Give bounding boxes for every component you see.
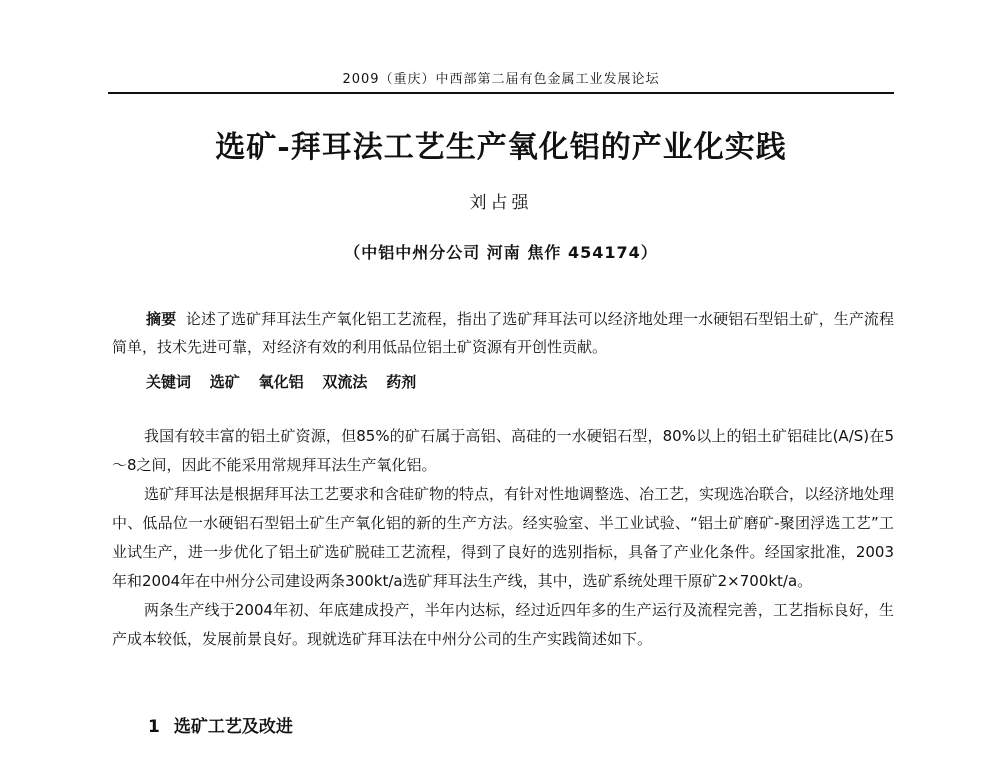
abstract (112, 305, 894, 361)
author-name: 刘占强 (469, 193, 533, 213)
body-paragraph: 我国有较丰富的铝土矿资源，但85%的矿石属于高铝、高硅的一水硬铝石型，80%以上的铝土矿铝硅比(A/S)在5～8之间，因此不能采用常规拜耳法生产氧化铝。 (112, 427, 894, 474)
abstract-label: 摘要 (146, 310, 177, 328)
body-paragraph: 两条生产线于2004年初、年底建成投产，半年内达标，经过近四年多的生产运行及流程完善，工艺指标良好，生产成本较低，发展前景良好。现就选矿拜耳法在中州分公司的生产实践简述如下。 (112, 601, 894, 648)
section-number: 1 (148, 717, 160, 737)
body-text (112, 422, 894, 654)
running-header: 2009（重庆）中西部第二届有色金属工业发展论坛 (342, 72, 660, 87)
abstract-text: 论述了选矿拜耳法生产氧化铝工艺流程，指出了选矿拜耳法可以经济地处理一水硬铝石型铝土矿，生产流程简单，技术先进可靠，对经济有效的利用低品位铝土矿资源有开创性贡献。 (112, 310, 894, 356)
section-title: 选矿工艺及改进 (173, 717, 293, 737)
author-affiliation: （中铝中州分公司 河南 焦作 454174） (344, 243, 658, 262)
body-paragraph: 选矿拜耳法是根据拜耳法工艺要求和含硅矿物的特点，有针对性地调整选、冶工艺，实现选冶联合，以经济地处理中、低品位一水硬铝石型铝土矿生产氧化铝的新的生产方法。经实验室、半工业试验、“铝土矿磨矿-聚团浮选工艺”工业试生产，进一步优化了铝土矿选矿脱硅工艺流程，得到了良好的选别指标，具备了产业化条件。经国家批准，2003年和2004年在中州分公司建设两条300kt/a选矿拜耳法生产线，其中，选矿系统处理干原矿2×700kt/a。 (112, 485, 895, 590)
keyword: 双流法 (322, 373, 368, 391)
keyword: 药剂 (386, 373, 417, 391)
keywords-label: 关键词 (146, 373, 192, 391)
keywords (112, 368, 894, 396)
paper-title: 选矿-拜耳法工艺生产氧化铝的产业化实践 (215, 130, 787, 165)
section-heading (148, 712, 293, 737)
keyword: 选矿 (209, 373, 240, 391)
keyword: 氧化铝 (258, 373, 304, 391)
header-rule (108, 92, 894, 94)
